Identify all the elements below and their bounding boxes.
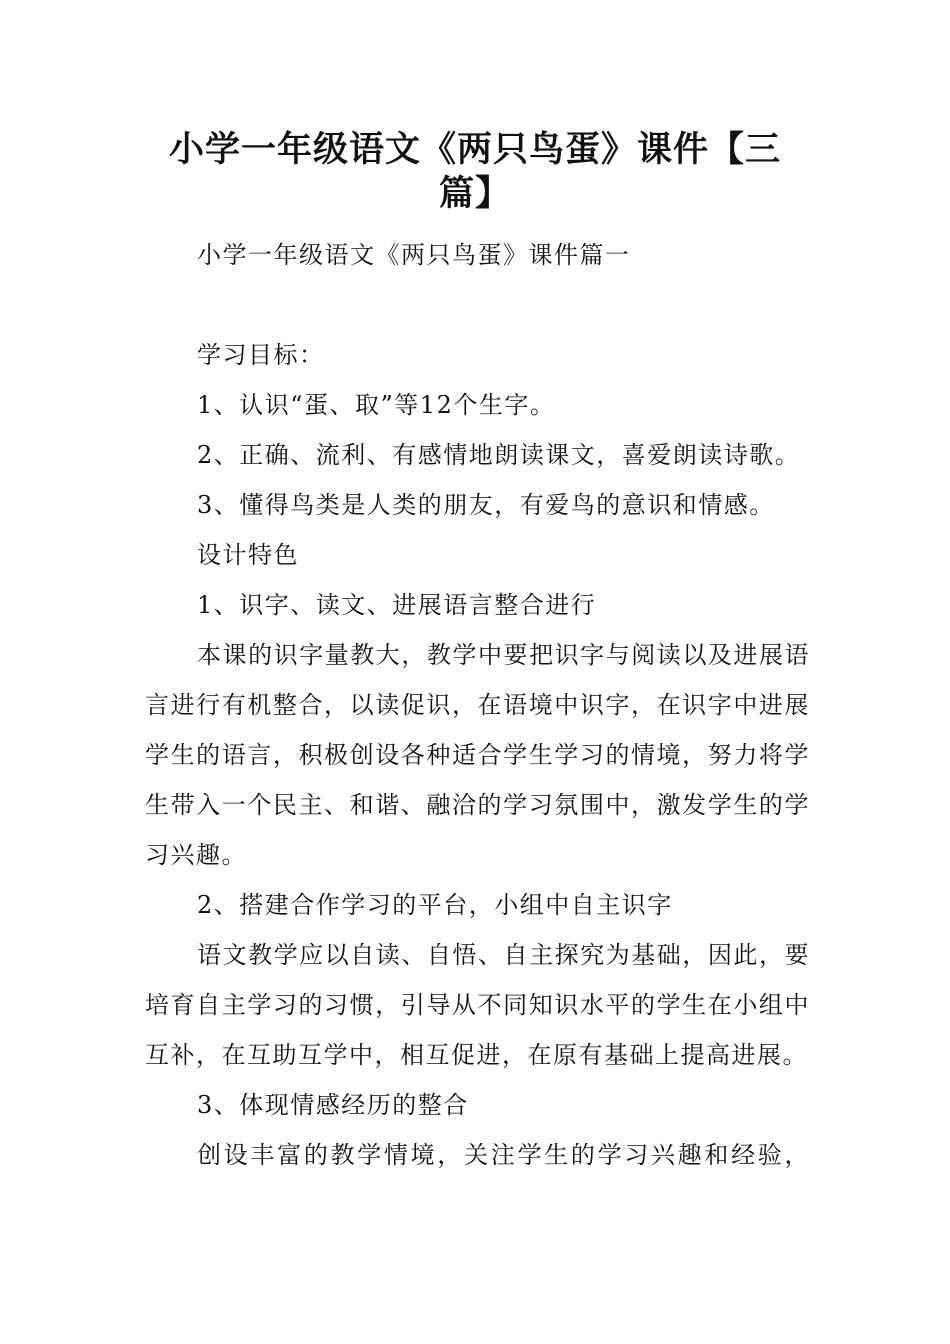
- paragraph-feature-2-body: 语文教学应以自读、自悟、自主探究为基础，因此，要培育自主学习的习惯，引导从不同知识水平的学生在小组中互补，在互助互学中，相互促进，在原有基础上提高进展。: [145, 941, 810, 1069]
- paragraph-goal-3: 3、懂得鸟类是人类的朋友，有爱鸟的意识和情感。: [197, 491, 775, 519]
- paragraph-feature-2: 2、搭建合作学习的平台，小组中自主识字: [197, 891, 673, 919]
- paragraph-feature-3: 3、体现情感经历的整合: [197, 1091, 469, 1119]
- paragraph-design-features: 设计特色: [197, 541, 299, 569]
- paragraph-goal-1: 1、认识“蛋、取”等12个生字。: [197, 391, 556, 419]
- paragraph-learning-goals: 学习目标：: [197, 341, 325, 369]
- document-title: 小学一年级语文《两只鸟蛋》课件【三篇】: [168, 130, 781, 214]
- document-body: [145, 230, 810, 1180]
- paragraph-goal-2: 2、正确、流利、有感情地朗读课文，喜爱朗读诗歌。: [197, 441, 801, 469]
- paragraph-feature-3-body: 创设丰富的教学情境，关注学生的学习兴趣和经验，: [197, 1141, 810, 1169]
- section-heading: 小学一年级语文《两只鸟蛋》课件篇一: [197, 241, 631, 269]
- paragraph-feature-1-body: 本课的识字量教大，教学中要把识字与阅读以及进展语言进行有机整合，以读促识，在语境中识字，在识字中进展学生的语言，积极创设各种适合学生学习的情境，努力将学生带入一个民主、和谐、融洽的学习氛围中，激发学生的学习兴趣。: [145, 641, 810, 869]
- paragraph-feature-1: 1、识字、读文、进展语言整合进行: [197, 591, 597, 619]
